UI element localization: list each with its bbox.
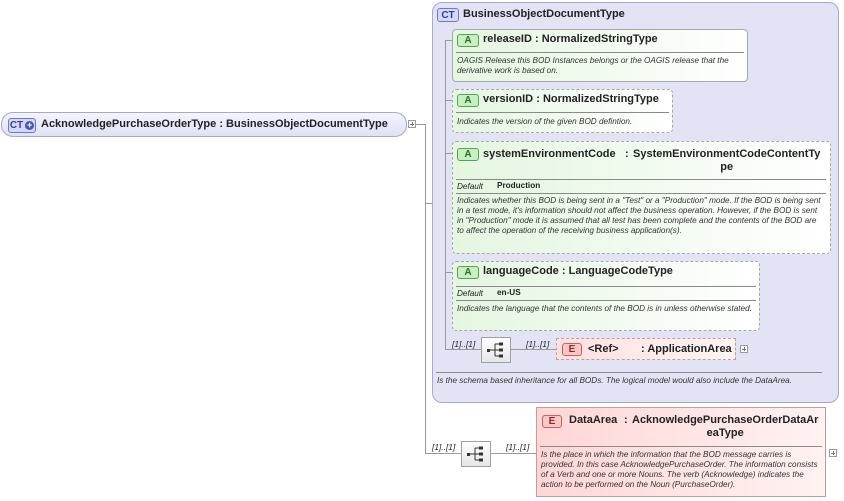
sequence-icon bbox=[462, 442, 490, 466]
element-dataarea[interactable] bbox=[536, 407, 826, 497]
element-doc: Is the place in which the information that the BOD message carries is provided. In this case AcknowledgePurchaseOrder. The information consists of a Verb and one or more Nouns. The verb (Acknowledge) indicates the action to be performed on the Noun (PurchaseOrder). bbox=[541, 450, 818, 489]
default-value: en-US bbox=[497, 288, 521, 297]
attribute-name: systemEnvironmentCode bbox=[483, 148, 616, 160]
complex-type-badge: CT + bbox=[8, 118, 36, 133]
element-type: AcknowledgePurchaseOrderDataAr eaType bbox=[632, 414, 819, 439]
attribute-doc: Indicates the version of the given BOD defintion. bbox=[457, 117, 633, 126]
attribute-colon: : bbox=[625, 148, 629, 160]
attribute-badge: A bbox=[457, 94, 479, 107]
element-badge: E bbox=[562, 343, 582, 356]
attribute-label: versionID : NormalizedStringType bbox=[483, 93, 659, 105]
element-name: DataArea bbox=[569, 414, 618, 426]
attribute-badge: A bbox=[457, 34, 479, 47]
attribute-doc: Indicates the language that the contents of the BOD is in unless otherwise stated. bbox=[457, 304, 752, 313]
trunk-to-seq2-line bbox=[425, 453, 461, 454]
element-colon: : bbox=[624, 414, 628, 426]
element-applicationarea[interactable] bbox=[556, 338, 736, 360]
attribute-type: SystemEnvironmentCodeContentTy pe bbox=[633, 148, 821, 173]
element-badge: E bbox=[542, 415, 562, 428]
plus-icon: + bbox=[27, 120, 33, 130]
root-expand-icon[interactable] bbox=[408, 120, 416, 128]
base-type-doc: Is the schema based inheritance for all BODs. The logical model would also include the DataArea. bbox=[437, 376, 792, 385]
attributes-connector bbox=[445, 40, 446, 350]
sequence-multiplicity: [1]..[1] bbox=[452, 339, 476, 349]
sequence-compositor[interactable] bbox=[461, 441, 491, 467]
sequence-multiplicity: [1]..[1] bbox=[432, 442, 456, 452]
attribute-systemenvironmentcode[interactable] bbox=[452, 141, 831, 254]
attribute-badge: A bbox=[457, 148, 479, 161]
root-type-box[interactable] bbox=[1, 112, 407, 137]
default-label: Default bbox=[457, 182, 483, 191]
attribute-doc: OAGIS Release this BOD Instances belongs or the OAGIS release that the derivative work is based on. bbox=[457, 56, 729, 75]
trunk-line bbox=[425, 124, 426, 454]
sequence-compositor[interactable] bbox=[481, 337, 511, 363]
complex-type-badge: CT bbox=[437, 8, 459, 22]
element-multiplicity: [1]..[1] bbox=[506, 442, 530, 452]
default-label: Default bbox=[457, 289, 483, 298]
attribute-label: languageCode : LanguageCodeType bbox=[483, 265, 673, 277]
expand-icon[interactable] bbox=[740, 345, 748, 353]
sequence-icon bbox=[482, 338, 510, 362]
element-ref: <Ref> bbox=[588, 343, 619, 355]
attribute-badge: A bbox=[457, 266, 479, 279]
attribute-releaseid[interactable] bbox=[452, 29, 748, 82]
base-type-title: BusinessObjectDocumentType bbox=[463, 8, 625, 20]
expand-icon[interactable] bbox=[829, 449, 837, 457]
root-type-label: AcknowledgePurchaseOrderType : BusinessObjectDocumentType bbox=[41, 118, 388, 130]
attribute-label: releaseID : NormalizedStringType bbox=[483, 33, 658, 45]
seq2-to-dataarea-line bbox=[491, 453, 536, 454]
element-label: : ApplicationArea bbox=[641, 343, 732, 355]
attribute-versionid[interactable] bbox=[452, 89, 673, 133]
element-multiplicity: [1]..[1] bbox=[526, 339, 550, 349]
attribute-languagecode[interactable] bbox=[452, 261, 760, 331]
attribute-doc: Indicates whether this BOD is being sent in a "Test" or a "Production" mode. If the BOD is being sent in a test mode, it's information should not affect the business operation. However, if the BOD is sent in "Production" mode it is assumed that all test has been complete and the contents of the BOD are to affect the operation of the receiving business application(s). bbox=[457, 196, 821, 235]
default-value: Production bbox=[497, 181, 541, 190]
